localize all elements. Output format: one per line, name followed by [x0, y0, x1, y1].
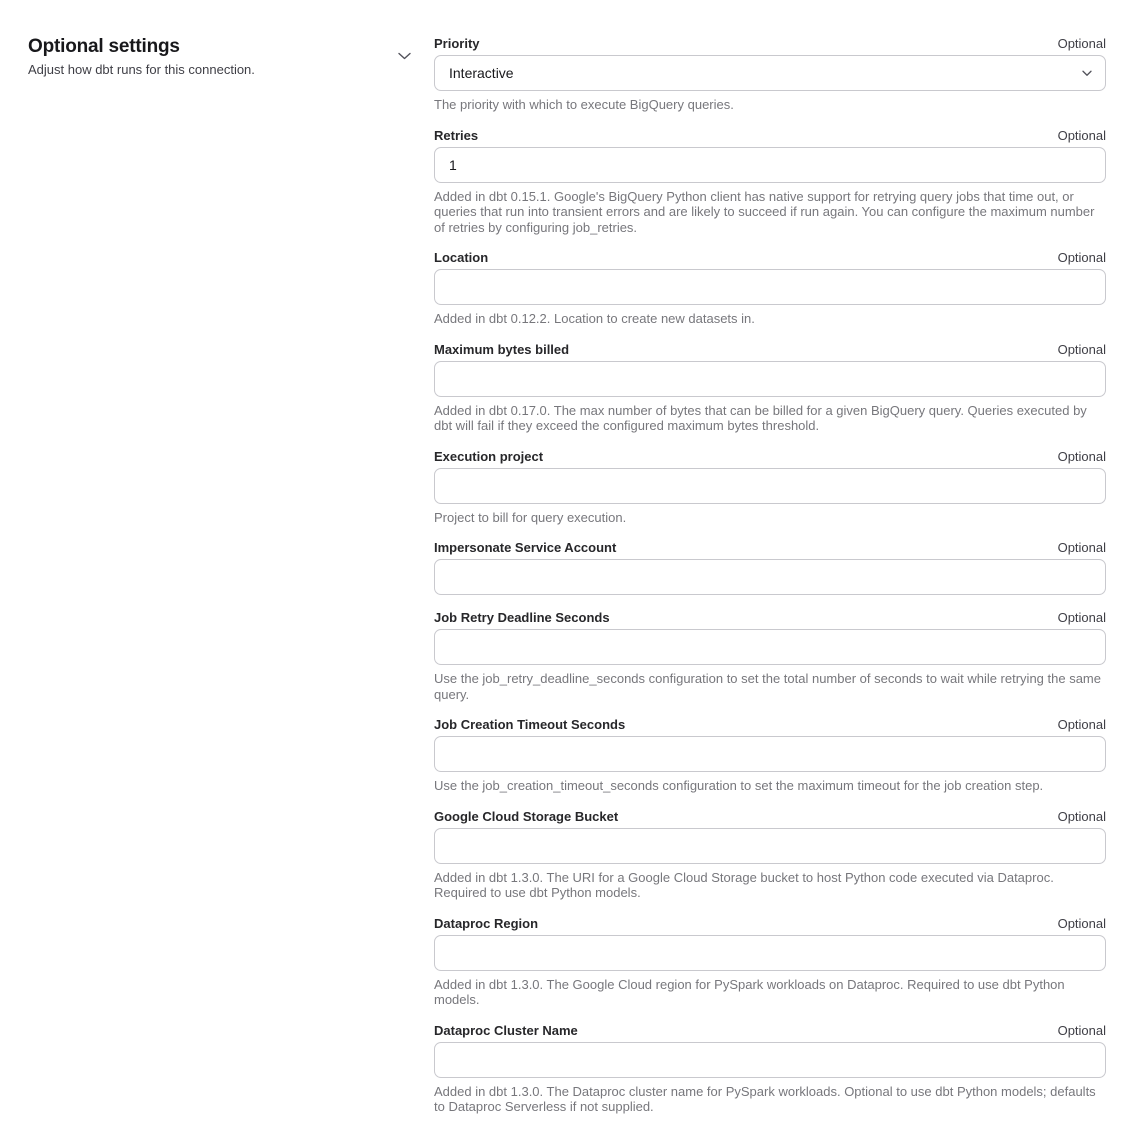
optional-badge: Optional	[1057, 448, 1106, 464]
field-location	[434, 250, 1106, 327]
field-helper-text: Added in dbt 1.3.0. The URI for a Google Cloud Storage bucket to host Python code executed via Dataproc. Required to use dbt Python models.	[434, 869, 1054, 900]
optional-badge: Optional	[1057, 127, 1106, 143]
input-dataproc-region[interactable]	[434, 935, 1106, 971]
field-dataproc-cluster-name	[434, 1023, 1106, 1115]
section-title: Optional settings	[28, 36, 180, 57]
optional-badge: Optional	[1057, 915, 1106, 931]
chevron-down-icon	[1082, 70, 1092, 77]
field-header	[434, 128, 1106, 143]
field-impersonate-service-account	[434, 540, 1106, 595]
input-retries[interactable]	[434, 147, 1106, 183]
optional-badge: Optional	[1057, 610, 1106, 625]
section-header	[28, 36, 378, 78]
field-helper-text: Added in dbt 0.17.0. The max number of bytes that can be billed for a given BigQuery query. Queries executed by dbt will fail if they exceed the configured maximum bytes threshold.	[434, 402, 1087, 433]
field-header	[434, 1023, 1106, 1038]
optional-badge: Optional	[1057, 717, 1106, 732]
field-execution-project	[434, 449, 1106, 526]
field-header	[434, 250, 1106, 265]
optional-badge: Optional	[1057, 808, 1106, 824]
section-collapse-button[interactable]	[392, 44, 416, 68]
field-label: Job Retry Deadline Seconds	[434, 610, 610, 625]
select-priority[interactable]	[434, 55, 1106, 91]
field-maximum-bytes-billed	[434, 342, 1106, 434]
input-location[interactable]	[434, 269, 1106, 305]
input-execution-project[interactable]	[434, 468, 1106, 504]
field-helper-text: Added in dbt 0.12.2. Location to create new datasets in.	[434, 311, 755, 326]
field-job-retry-deadline-seconds	[434, 610, 1106, 702]
input-job-retry-deadline-seconds[interactable]	[434, 629, 1106, 665]
field-label: Dataproc Region	[434, 915, 539, 931]
field-job-creation-timeout-seconds	[434, 717, 1106, 794]
field-helper-text: The priority with which to execute BigQuery queries.	[434, 97, 734, 112]
field-header	[434, 717, 1106, 732]
field-header	[434, 809, 1106, 824]
field-label: Google Cloud Storage Bucket	[434, 808, 619, 824]
field-header	[434, 449, 1106, 464]
field-label: Priority	[434, 36, 480, 51]
field-helper-text: Use the job_creation_timeout_seconds configuration to set the maximum timeout for the job creation step.	[434, 778, 1044, 793]
field-label: Execution project	[434, 448, 544, 464]
field-header	[434, 540, 1106, 555]
field-label: Location	[434, 250, 489, 265]
field-header	[434, 916, 1106, 931]
field-helper-text: Added in dbt 0.15.1. Google's BigQuery Python client has native support for retrying query jobs that time out, or queries that run into transient errors and are likely to succeed if run again. You can configure the maximum number of retries by configuring job_retries.	[434, 188, 1095, 235]
field-header	[434, 342, 1106, 357]
optional-badge: Optional	[1057, 250, 1106, 265]
input-google-cloud-storage-bucket[interactable]	[434, 828, 1106, 864]
field-label: Dataproc Cluster Name	[434, 1022, 578, 1038]
input-dataproc-cluster-name[interactable]	[434, 1042, 1106, 1078]
input-job-creation-timeout-seconds[interactable]	[434, 736, 1106, 772]
field-helper-text: Project to bill for query execution.	[434, 509, 627, 525]
field-dataproc-region	[434, 916, 1106, 1008]
field-google-cloud-storage-bucket	[434, 809, 1106, 901]
optional-badge: Optional	[1057, 36, 1106, 51]
field-label: Impersonate Service Account	[434, 540, 617, 555]
field-label: Retries	[434, 127, 479, 143]
field-retries	[434, 128, 1106, 236]
field-priority	[434, 36, 1106, 113]
optional-badge: Optional	[1057, 540, 1106, 555]
field-helper-text: Use the job_retry_deadline_seconds configuration to set the total number of seconds to wait while retrying the same query.	[434, 671, 1101, 702]
input-maximum-bytes-billed[interactable]	[434, 361, 1106, 397]
optional-badge: Optional	[1057, 341, 1106, 357]
section-subtitle: Adjust how dbt runs for this connection.	[28, 62, 255, 77]
input-impersonate-service-account[interactable]	[434, 559, 1106, 595]
chevron-down-icon	[398, 52, 411, 60]
field-helper-text: Added in dbt 1.3.0. The Google Cloud region for PySpark workloads on Dataproc. Required to use dbt Python models.	[434, 976, 1065, 1007]
select-value: Interactive	[449, 65, 514, 81]
settings-form	[434, 36, 1106, 1130]
optional-badge: Optional	[1057, 1022, 1106, 1038]
field-header	[434, 36, 1106, 51]
field-label: Job Creation Timeout Seconds	[434, 717, 626, 732]
field-label: Maximum bytes billed	[434, 341, 570, 357]
field-header	[434, 610, 1106, 625]
field-helper-text: Added in dbt 1.3.0. The Dataproc cluster name for PySpark workloads. Optional to use dbt Python models; defaults to Dataproc Serverless if not supplied.	[434, 1083, 1096, 1114]
